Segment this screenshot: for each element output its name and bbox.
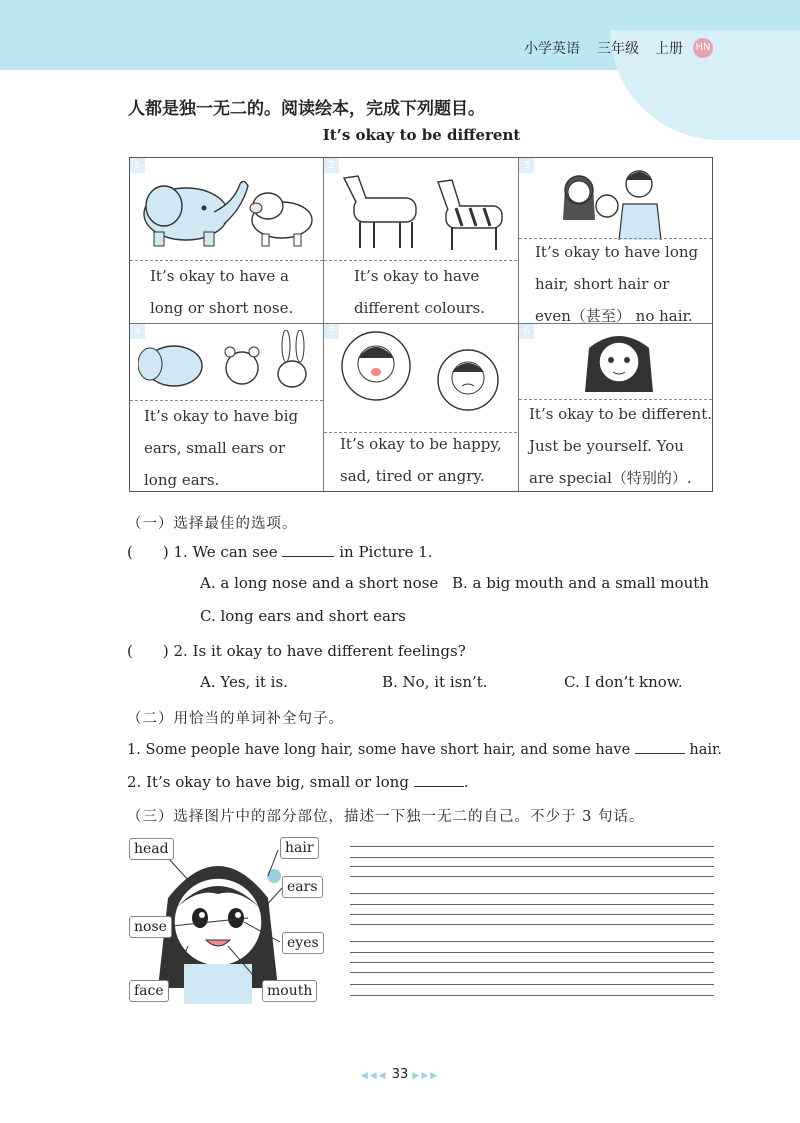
header-grade: 三年级 xyxy=(597,41,639,57)
option-a: A. Yes, it is. xyxy=(200,673,288,691)
question-2 xyxy=(127,640,466,661)
story-title: It’s okay to be different xyxy=(322,126,521,144)
sentence-text: 1. Some people have long hair, some have short hair, and some have xyxy=(127,742,631,758)
answer-blank[interactable] xyxy=(414,772,464,787)
answer-blank[interactable] xyxy=(635,739,685,754)
question-stem: 2. Is it okay to have different feelings? xyxy=(173,642,466,660)
page-number: 33 xyxy=(391,1067,409,1082)
fill-sentence-1 xyxy=(127,739,722,758)
option-c: C. I don’t know. xyxy=(564,673,683,691)
faces-illustration xyxy=(334,328,514,412)
label-head: head xyxy=(129,838,174,860)
header-volume: 上册 xyxy=(655,41,683,57)
elephant-pig-illustration xyxy=(134,172,319,252)
panel-caption xyxy=(529,398,712,494)
answer-paren[interactable]: ( ) xyxy=(127,642,169,660)
label-eyes: eyes xyxy=(282,932,324,954)
panel-caption xyxy=(535,236,698,332)
option-b: B. a big mouth and a small mouth xyxy=(452,574,709,592)
caption-line: It’s okay to have xyxy=(354,267,480,285)
panel-3 xyxy=(519,158,712,323)
intro-instruction: 人都是独一无二的。阅读绘本，完成下列题目。 xyxy=(128,99,485,119)
answer-paren[interactable]: ( ) xyxy=(127,543,169,561)
right-arrows-icon: ▶▶▶ xyxy=(412,1071,440,1081)
caption-line: It’s okay to have big xyxy=(144,407,299,425)
label-nose: nose xyxy=(129,916,172,938)
panel-caption xyxy=(340,428,502,492)
panel-number: 1 xyxy=(130,158,145,173)
label-face: face xyxy=(129,980,169,1002)
caption-line: It’s okay to be different. xyxy=(529,405,713,423)
caption-line: are special（特别的）. xyxy=(529,469,692,487)
answer-blank[interactable] xyxy=(282,542,334,557)
picture-grid xyxy=(129,157,713,492)
caption-line: long ears. xyxy=(144,471,220,489)
question-stem: in Picture 1. xyxy=(339,543,433,561)
panel-4 xyxy=(130,324,323,491)
caption-line: long or short nose. xyxy=(150,299,294,317)
question-1 xyxy=(127,541,433,562)
caption-line: Just be yourself. You xyxy=(529,437,684,455)
panel-number: 2 xyxy=(324,158,339,173)
sentence-text: hair. xyxy=(689,742,722,758)
option-a: A. a long nose and a short nose xyxy=(200,574,439,592)
panel-number: 5 xyxy=(324,324,339,339)
sentence-text: . xyxy=(463,773,469,791)
horse-zebra-illustration xyxy=(334,170,514,254)
caption-line: even（甚至） no hair. xyxy=(535,307,693,325)
label-mouth: mouth xyxy=(262,980,317,1002)
fill-sentence-2 xyxy=(127,772,469,791)
panel-caption xyxy=(150,260,293,324)
sentence-text: 2. It’s okay to have big, small or long xyxy=(127,773,409,791)
panel-6 xyxy=(519,324,712,491)
caption-line: ears, small ears or xyxy=(144,439,286,457)
section-1-title: （一）选择最佳的选项。 xyxy=(127,516,298,532)
hn-badge: HN xyxy=(693,38,713,58)
panel-number: 4 xyxy=(130,324,145,339)
option-c: C. long ears and short ears xyxy=(200,607,406,625)
panel-caption xyxy=(144,400,298,496)
panel-1 xyxy=(130,158,323,323)
girl-illustration xyxy=(569,328,669,396)
section-2-title: （二）用恰当的单词补全句子。 xyxy=(127,711,344,727)
panel-number: 3 xyxy=(519,158,534,173)
panel-2 xyxy=(324,158,517,323)
left-arrows-icon: ◀◀◀ xyxy=(360,1071,388,1081)
panel-caption xyxy=(354,260,485,324)
section-3-title: （三）选择图片中的部分部位，描述一下独一无二的自己。不少于 3 句话。 xyxy=(127,809,645,825)
label-hair: hair xyxy=(280,837,319,859)
caption-line: hair, short hair or xyxy=(535,275,670,293)
caption-line: It’s okay to be happy, xyxy=(340,435,502,453)
page-footer xyxy=(0,1067,800,1082)
caption-line: It’s okay to have a xyxy=(150,267,289,285)
question-stem: 1. We can see xyxy=(173,543,278,561)
animal-heads-illustration xyxy=(138,330,318,394)
panel-5 xyxy=(324,324,517,491)
header-subject: 小学英语 xyxy=(524,41,580,57)
family-illustration xyxy=(549,160,689,240)
label-ears: ears xyxy=(282,876,323,898)
option-b: B. No, it isn’t. xyxy=(382,673,488,691)
caption-line: It’s okay to have long xyxy=(535,243,699,261)
panel-number: 6 xyxy=(519,324,534,339)
caption-line: different colours. xyxy=(354,299,485,317)
caption-line: sad, tired or angry. xyxy=(340,467,485,485)
